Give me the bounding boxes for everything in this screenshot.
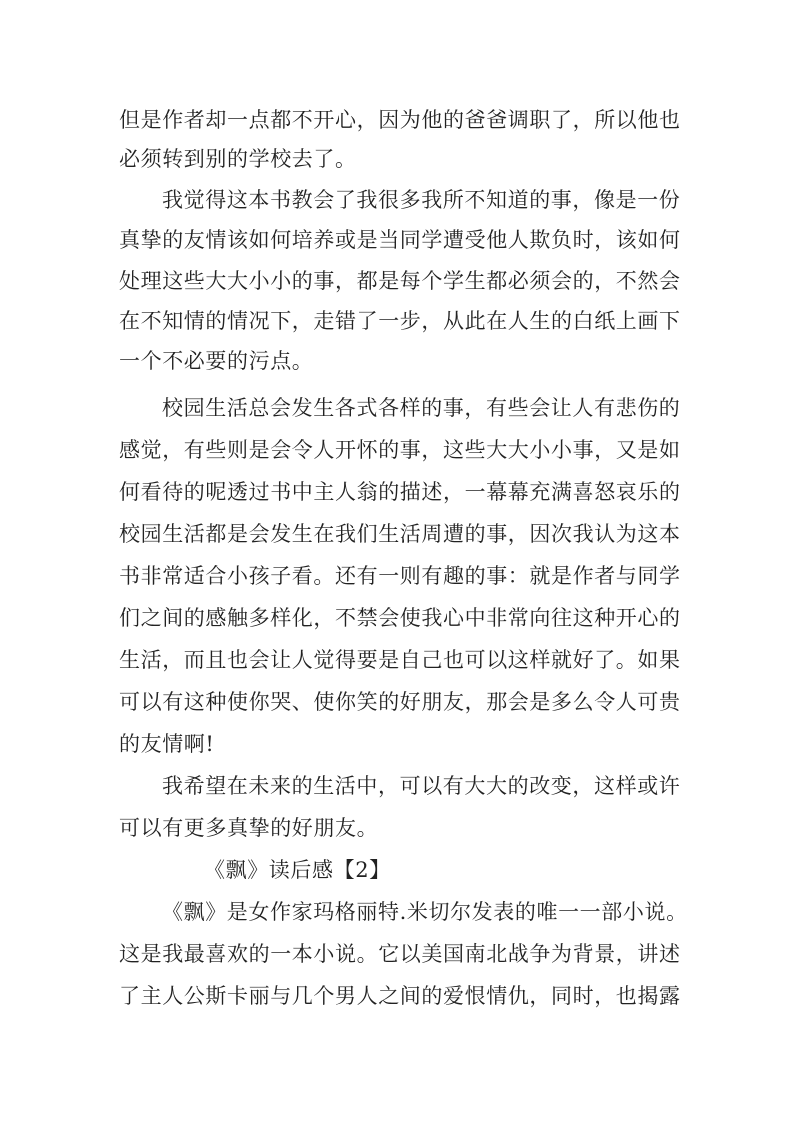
text-line: 书非常适合小孩子看。还有一则有趣的事：就是作者与同学	[119, 564, 681, 588]
text-line: 必须转到别的学校去了。	[119, 147, 357, 171]
text-line: 可以有这种使你哭、使你笑的好朋友，那会是多么令人可贵	[119, 690, 681, 714]
text-line: 这是我最喜欢的一本小说。它以美国南北战争为背景，讲述	[119, 942, 681, 966]
text-line: 何看待的呢透过书中主人翁的描述，一幕幕充满喜怒哀乐的	[119, 480, 681, 504]
text-line: 可以有更多真挚的好朋友。	[119, 816, 379, 840]
text-line: 在不知情的情况下，走错了一步，从此在人生的白纸上画下	[119, 309, 681, 333]
text-line: 的友情啊!	[119, 732, 215, 756]
section-heading: 《飘》读后感【2】	[204, 858, 391, 882]
text-line: 但是作者却一点都不开心，因为他的爸爸调职了，所以他也	[119, 108, 681, 132]
paragraph-first-line: 校园生活总会发生各式各样的事，有些会让人有悲伤的	[162, 396, 681, 420]
text-line: 感觉，有些则是会令人开怀的事，这些大大小小事，又是如	[119, 438, 681, 462]
text-line: 生活，而且也会让人觉得要是自己也可以这样就好了。如果	[119, 648, 681, 672]
text-line: 处理这些大大小小的事，都是每个学生都必须会的，不然会	[119, 269, 681, 293]
paragraph-first-line: 《飘》是女作家玛格丽特.米切尔发表的唯一一部小说。	[162, 900, 688, 924]
text-line: 一个不必要的污点。	[119, 349, 314, 373]
text-line: 们之间的感触多样化，不禁会使我心中非常向往这种开心的	[119, 606, 681, 630]
text-line: 了主人公斯卡丽与几个男人之间的爱恨情仇，同时，也揭露	[119, 984, 681, 1008]
paragraph-first-line: 我希望在未来的生活中，可以有大大的改变，这样或许	[162, 774, 681, 798]
text-line: 校园生活都是会发生在我们生活周遭的事，因次我认为这本	[119, 522, 681, 546]
text-line: 真挚的友情该如何培养或是当同学遭受他人欺负时，该如何	[119, 228, 681, 252]
paragraph-first-line: 我觉得这本书教会了我很多我所不知道的事，像是一份	[162, 188, 681, 212]
